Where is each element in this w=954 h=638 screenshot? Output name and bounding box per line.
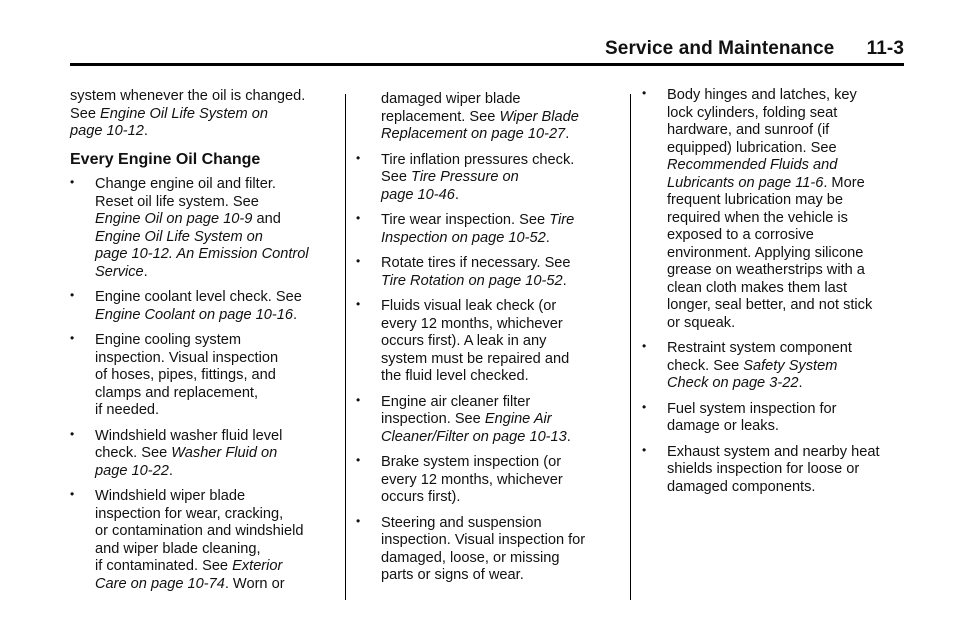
- bullet-list: [356, 152, 618, 585]
- text-line: Windshield washer fluid level: [95, 427, 283, 444]
- list-item: [356, 454, 618, 507]
- header-rule: [70, 63, 904, 66]
- bullet-icon: •: [356, 297, 361, 311]
- bullet-icon: •: [70, 487, 75, 501]
- text-line: clean cloth makes them last: [667, 279, 848, 296]
- text-line: Engine Coolant on page 10-16.: [95, 306, 298, 323]
- bullet-icon: •: [642, 399, 647, 414]
- text-line: Change engine oil and filter.: [95, 176, 276, 192]
- text-line: damaged wiper blade: [381, 91, 521, 107]
- bullet-icon: •: [70, 426, 75, 441]
- bullet-icon: •: [70, 288, 75, 302]
- text-line: [667, 157, 910, 175]
- text-line: frequent lubrication may be: [667, 192, 844, 208]
- text-line: damaged components.: [667, 478, 816, 495]
- column-3: [642, 79, 910, 496]
- bullet-icon: •: [70, 331, 75, 345]
- list-item: [356, 298, 618, 386]
- cross-reference: Cleaner/Filter on page 10-13: [381, 428, 567, 445]
- text-line: of hoses, pipes, fittings, and: [95, 367, 276, 383]
- cross-reference: Safety System: [743, 357, 838, 374]
- text-line: Reset oil life system. See: [95, 193, 259, 210]
- cross-reference: Replacement on page 10-27: [381, 126, 566, 142]
- text-line: occurs first). A leak in any: [381, 333, 547, 349]
- page-header: [70, 38, 904, 62]
- text-line: Inspection on page 10-52.: [381, 229, 550, 246]
- text-line: parts or signs of wear.: [381, 567, 524, 583]
- list-item: [356, 515, 618, 585]
- list-item: [70, 488, 338, 593]
- text-line: check. See Washer Fluid on: [95, 445, 278, 461]
- column-1: [70, 88, 338, 593]
- text-line: Service.: [95, 263, 148, 280]
- text-line: Fluids visual leak check (or: [381, 298, 557, 314]
- text-line: Engine coolant level check. See: [95, 289, 302, 305]
- cross-reference: page 10-12. An Emission Control: [95, 246, 309, 262]
- page-title: Service and Maintenance 11-3: [605, 38, 904, 59]
- text-line: and wiper blade cleaning,: [95, 540, 261, 557]
- column-divider: [630, 94, 631, 600]
- text-line: Steering and suspension: [381, 514, 542, 531]
- bullet-icon: •: [642, 442, 647, 457]
- cross-reference: Engine Coolant on page 10-16: [95, 306, 293, 323]
- bullet-icon: •: [356, 150, 361, 165]
- continued-item: [356, 91, 618, 144]
- text-line: Check on page 3-22.: [667, 375, 803, 391]
- text-line: Engine Oil on page 10-9 and: [95, 211, 281, 227]
- cross-reference: Engine Air: [484, 411, 552, 427]
- list-item: [70, 176, 338, 281]
- text-line: every 12 months, whichever: [381, 471, 563, 488]
- text-line: environment. Applying silicone: [667, 244, 864, 261]
- cross-reference: Service: [95, 263, 144, 280]
- text-line: See Engine Oil Life System on: [70, 105, 268, 122]
- cross-reference: page 10-46: [381, 186, 455, 203]
- bullet-icon: •: [356, 254, 361, 268]
- text-line: Engine cooling system: [95, 332, 242, 348]
- cross-reference: Recommended Fluids and: [667, 157, 838, 173]
- list-item: [70, 428, 338, 481]
- bullet-list: [642, 87, 910, 496]
- cross-reference: Engine Oil Life System on: [100, 105, 268, 122]
- text-line: Brake system inspection (or: [381, 454, 562, 470]
- text-line: clamps and replacement,: [95, 384, 259, 401]
- text-line: Tire wear inspection. See Tire: [381, 212, 575, 228]
- text-line: Replacement on page 10-27.: [381, 126, 570, 142]
- cross-reference: Wiper Blade: [499, 108, 579, 125]
- cross-reference: Inspection on page 10-52: [381, 229, 546, 246]
- text-line: inspection for wear, cracking,: [95, 505, 284, 522]
- bullet-icon: •: [356, 513, 361, 528]
- text-line: page 10-46.: [381, 186, 459, 203]
- text-line: Cleaner/Filter on page 10-13.: [381, 428, 571, 445]
- cross-reference: Tire Pressure on: [411, 169, 519, 185]
- text-line: Rotate tires if necessary. See: [381, 255, 571, 271]
- cross-reference: page 10-12: [70, 123, 144, 139]
- text-line: inspection. Visual inspection for: [381, 532, 586, 548]
- text-line: Care on page 10-74. Worn or: [95, 575, 285, 592]
- text-line: Lubricants on page 11-6. More: [667, 174, 865, 191]
- text-line: the fluid level checked.: [381, 368, 529, 384]
- bullet-list: [70, 176, 338, 593]
- list-item: [642, 340, 910, 393]
- text-line: hardware, and sunroof (if: [667, 122, 830, 138]
- list-item: [356, 212, 618, 247]
- cross-reference: Washer Fluid on: [171, 445, 278, 461]
- text-line: equipped) lubrication. See: [667, 139, 837, 156]
- list-item: [356, 152, 618, 205]
- cross-reference: Engine Oil Life System on: [95, 228, 263, 245]
- text-line: Tire inflation pressures check.: [381, 151, 575, 168]
- intro-paragraph: [70, 88, 338, 141]
- cross-reference: Exterior: [232, 558, 283, 574]
- text-line: if needed.: [95, 402, 160, 418]
- text-line: replacement. See Wiper Blade: [381, 108, 579, 125]
- list-item: [356, 255, 618, 290]
- text-line: [95, 229, 338, 247]
- text-line: shields inspection for loose or: [667, 461, 860, 477]
- text-line: longer, seal better, and not stick: [667, 297, 873, 313]
- bullet-icon: •: [70, 175, 75, 189]
- text-line: if contaminated. See Exterior: [95, 558, 283, 574]
- text-line: Engine air cleaner filter: [381, 393, 531, 410]
- cross-reference: Check on page 3-22: [667, 375, 799, 391]
- text-line: [95, 246, 338, 264]
- column-divider: [345, 94, 346, 600]
- text-line: Exhaust system and nearby heat: [667, 443, 880, 460]
- text-line: See Tire Pressure on: [381, 169, 519, 185]
- cross-reference: Tire Rotation on page 10-52: [381, 272, 563, 289]
- cross-reference: Tire: [549, 212, 575, 228]
- list-item: [642, 401, 910, 436]
- bullet-icon: •: [356, 453, 361, 467]
- bullet-icon: •: [642, 339, 647, 353]
- list-item: [642, 87, 910, 332]
- text-line: occurs first).: [381, 489, 461, 505]
- text-line: inspection. Visual inspection: [95, 349, 279, 366]
- text-line: every 12 months, whichever: [381, 315, 563, 332]
- text-line: Fuel system inspection for: [667, 400, 837, 417]
- text-line: page 10-12.: [70, 123, 148, 139]
- section-heading: Every Engine Oil Change: [70, 150, 261, 168]
- bullet-icon: •: [356, 392, 361, 407]
- text-line: check. See Safety System: [667, 357, 838, 374]
- list-item: [70, 289, 338, 324]
- text-line: Restraint system component: [667, 340, 852, 356]
- text-line: damaged, loose, or missing: [381, 549, 560, 566]
- bullet-icon: •: [642, 86, 647, 100]
- list-item: [642, 444, 910, 497]
- text-line: Body hinges and latches, key: [667, 87, 857, 103]
- text-line: system whenever the oil is changed.: [70, 88, 306, 104]
- text-line: required when the vehicle is: [667, 209, 848, 226]
- text-line: exposed to a corrosive: [667, 227, 814, 243]
- column-2: [356, 91, 618, 585]
- cross-reference: Engine Oil on page 10-9: [95, 211, 253, 227]
- cross-reference: Care on page 10-74: [95, 575, 225, 592]
- text-line: Windshield wiper blade: [95, 488, 246, 504]
- list-item: [356, 394, 618, 447]
- text-line: damage or leaks.: [667, 418, 779, 434]
- text-line: inspection. See Engine Air: [381, 411, 552, 427]
- cross-reference: Lubricants on page 11-6: [667, 174, 824, 191]
- cross-reference: page 10-22: [95, 462, 169, 479]
- text-line: system must be repaired and: [381, 350, 570, 367]
- text-line: or squeak.: [667, 314, 736, 331]
- text-line: page 10-22.: [95, 462, 173, 479]
- text-line: Tire Rotation on page 10-52.: [381, 272, 567, 289]
- bullet-icon: •: [356, 211, 361, 225]
- text-line: grease on weatherstrips with a: [667, 262, 865, 278]
- text-line: lock cylinders, folding seat: [667, 104, 838, 121]
- text-line: or contamination and windshield: [95, 523, 304, 539]
- list-item: [70, 332, 338, 420]
